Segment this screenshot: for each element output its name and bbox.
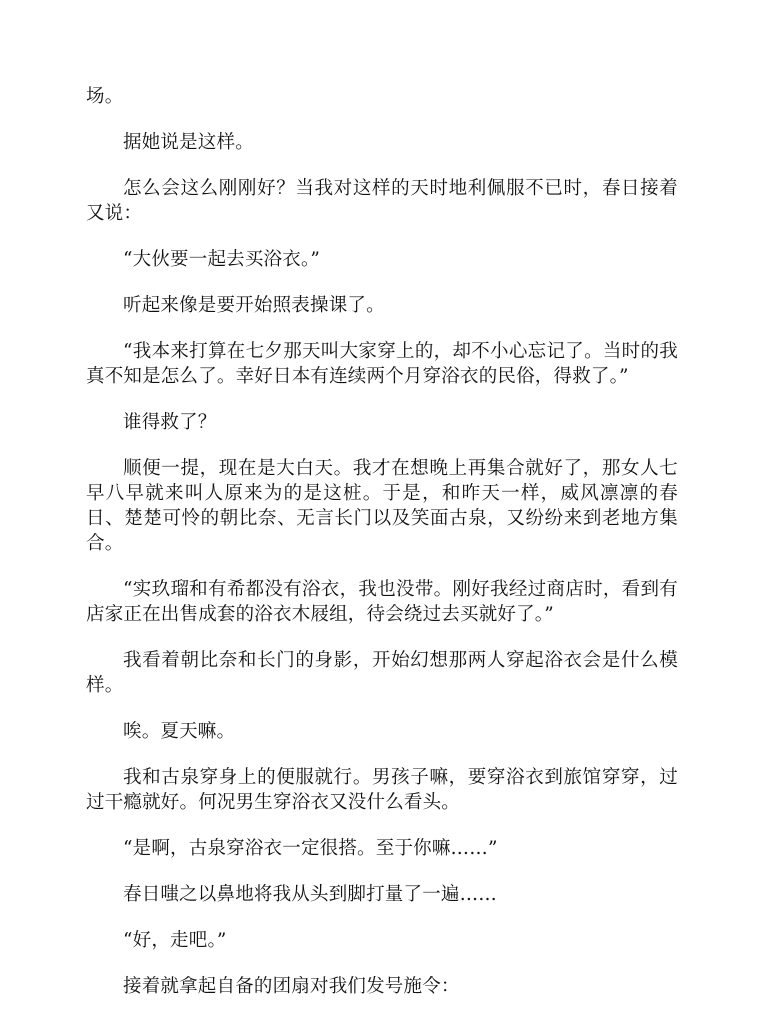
paragraph: 我看着朝比奈和长门的身影，开始幻想那两人穿起浴衣会是什么模样。	[86, 650, 678, 696]
paragraph: 怎么会这么刚刚好？当我对这样的天时地利佩服不已时，春日接着又说：	[86, 178, 678, 224]
paragraph: “是啊，古泉穿浴衣一定很搭。至于你嘛……”	[123, 838, 498, 859]
paragraph: 场。	[86, 86, 124, 107]
paragraph: “好，走吧。”	[123, 930, 227, 951]
paragraph: 顺便一提，现在是大白天。我才在想晚上再集合就好了，那女人七早八早就来叫人原来为的是这桩。于是，和昨天一样，威风凛凛的春日、楚楚可怜的朝比奈、无言长门以及笑面古泉，又纷纷来到老地方集合。	[86, 458, 678, 554]
paragraph: 谁得救了？	[123, 412, 217, 433]
body-text	[86, 84, 678, 1020]
paragraph: “大伙要一起去买浴衣。”	[123, 249, 321, 270]
paragraph: 我和古泉穿身上的便服就行。男孩子嘛，要穿浴衣到旅馆穿穿，过过干瘾就好。何况男生穿浴衣又没什么看头。	[86, 767, 678, 813]
paragraph: “实玖瑠和有希都没有浴衣，我也没带。刚好我经过商店时，看到有店家正在出售成套的浴衣木屐组，待会绕过去买就好了。”	[86, 579, 678, 625]
paragraph: 春日嗤之以鼻地将我从头到脚打量了一遍……	[123, 884, 498, 905]
paragraph: “我本来打算在七夕那天叫大家穿上的，却不小心忘记了。当时的我真不知是怎么了。幸好日本有连续两个月穿浴衣的民俗，得救了。”	[86, 341, 678, 387]
paragraph: 接着就拿起自备的团扇对我们发号施令：	[123, 976, 460, 997]
paragraph: 听起来像是要开始照表操课了。	[123, 295, 385, 316]
paragraph: 唉。夏天嘛。	[123, 721, 236, 742]
paragraph: 据她说是这样。	[123, 132, 254, 153]
